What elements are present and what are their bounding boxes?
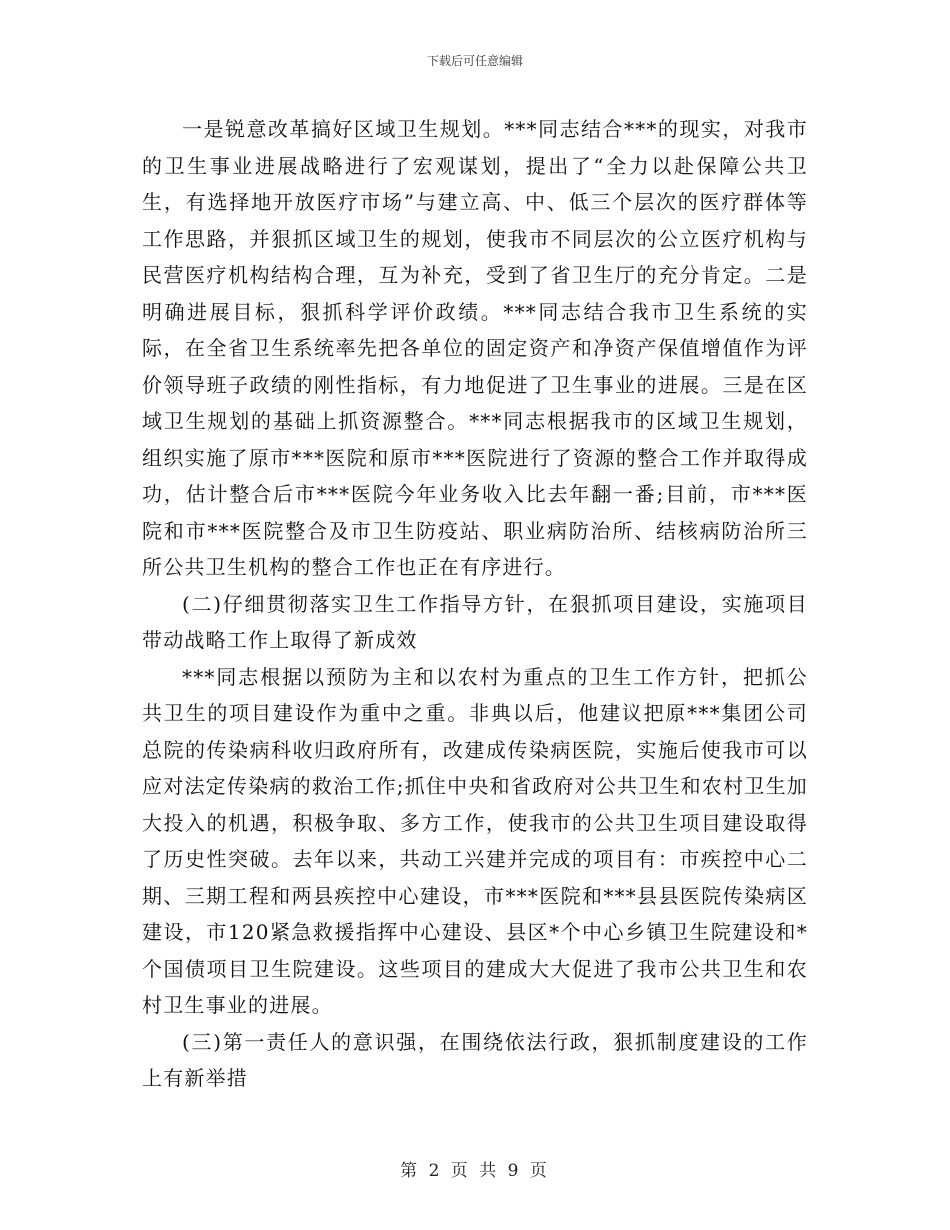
section-heading-3: (三)第一责任人的意识强，在围绕依法行政，狠抓制度建设的工作上有新举措 — [142, 1029, 808, 1090]
document-body — [142, 111, 808, 1097]
page-number-footer: 第 2 页 共 9 页 — [400, 1161, 550, 1181]
section-heading-2: (二)仔细贯彻落实卫生工作指导方针，在狠抓项目建设，实施项目带动战略工作上取得了新成效 — [142, 591, 808, 652]
paragraph-project-construction: ***同志根据以预防为主和以农村为重点的卫生工作方针，把抓公共卫生的项目建设作为重中之重。非典以后，他建议把原***集团公司总院的传染病科收归政府所有，改建成传染病医院，实施后使我市可以应对法定传染病的救治工作;抓住中央和省政府对公共卫生和农村卫生加大投入的机遇，积极争取、多方工作，使我市的公共卫生项目建设取得了历史性突破。去年以来，共动工兴建并完成的项目有：市疾控中心二期、三期工程和两县疾控中心建设，市***医院和***县县医院传染病区建设，市120紧急救援指挥中心建设、县区*个中心乡镇卫生院建设和*个国债项目卫生院建设。这些项目的建成大大促进了我市公共卫生和农村卫生事业的进展。 — [142, 664, 808, 1017]
paragraph-reform-planning: 一是锐意改革搞好区域卫生规划。***同志结合***的现实，对我市的卫生事业进展战略进行了宏观谋划，提出了“全力以赴保障公共卫生，有选择地开放医疗市场”与建立高、中、低三个层次的医疗群体等工作思路，并狠抓区域卫生的规划，使我市不同层次的公立医疗机构与民营医疗机构结构合理，互为补充，受到了省卫生厅的充分肯定。二是明确进展目标，狠抓科学评价政绩。***同志结合我市卫生系统的实际，在全省卫生系统率先把各单位的固定资产和净资产保值增值作为评价领导班子政绩的刚性指标，有力地促进了卫生事业的进展。三是在区域卫生规划的基础上抓资源整合。***同志根据我市的区域卫生规划，组织实施了原市***医院和原市***医院进行了资源的整合工作并取得成功，估计整合后市***医院今年业务收入比去年翻一番;目前，市***医院和市***医院整合及市卫生防疫站、职业病防治所、结核病防治所三所公共卫生机构的整合工作也正在有序进行。 — [142, 117, 808, 579]
page-header: 下载后可任意编辑 — [426, 54, 523, 68]
